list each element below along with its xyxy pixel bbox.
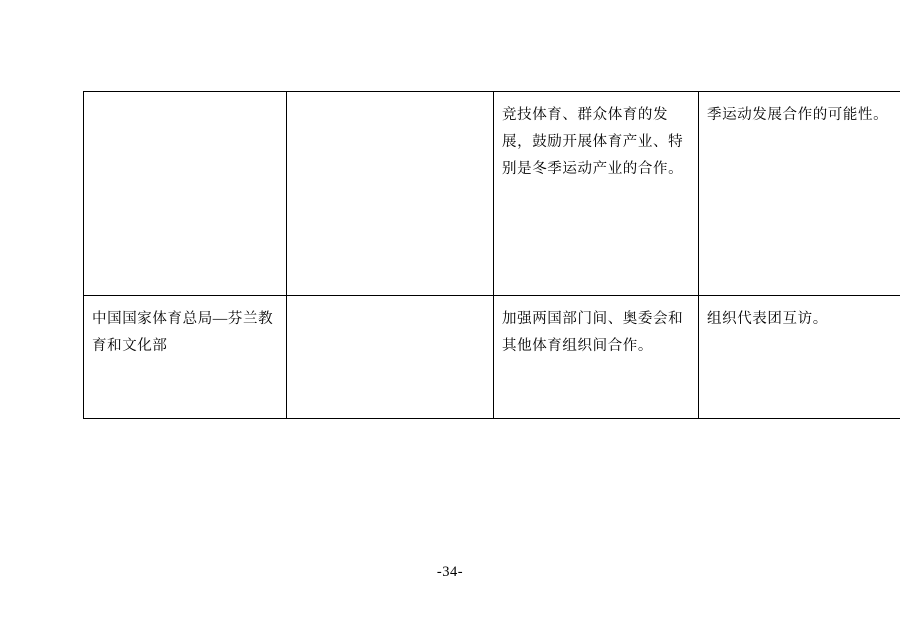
table-cell-field (287, 92, 494, 296)
table-cell-measures (699, 92, 900, 296)
table-cell-content (494, 296, 699, 419)
agreement-table (83, 91, 900, 419)
cell-text: 加强两国部门间、奥委会和其他体育组织间合作。 (502, 311, 684, 354)
cell-text: 中国国家体育总局—芬兰教育和文化部 (92, 311, 274, 354)
table-body (84, 92, 900, 419)
table-cell-content (494, 92, 699, 296)
cell-text: 组织代表团互访。 (707, 311, 828, 327)
table-cell-organizations (84, 92, 287, 296)
cell-text: 季运动发展合作的可能性。 (707, 107, 889, 123)
table-cell-organizations (84, 296, 287, 419)
table-cell-measures (699, 296, 900, 419)
table-cell-field (287, 296, 494, 419)
page-number: -34- (436, 564, 464, 580)
table-row (84, 92, 900, 296)
cell-text: 竞技体育、群众体育的发展，鼓励开展体育产业、特别是冬季运动产业的合作。 (502, 107, 684, 177)
table-row (84, 296, 900, 419)
